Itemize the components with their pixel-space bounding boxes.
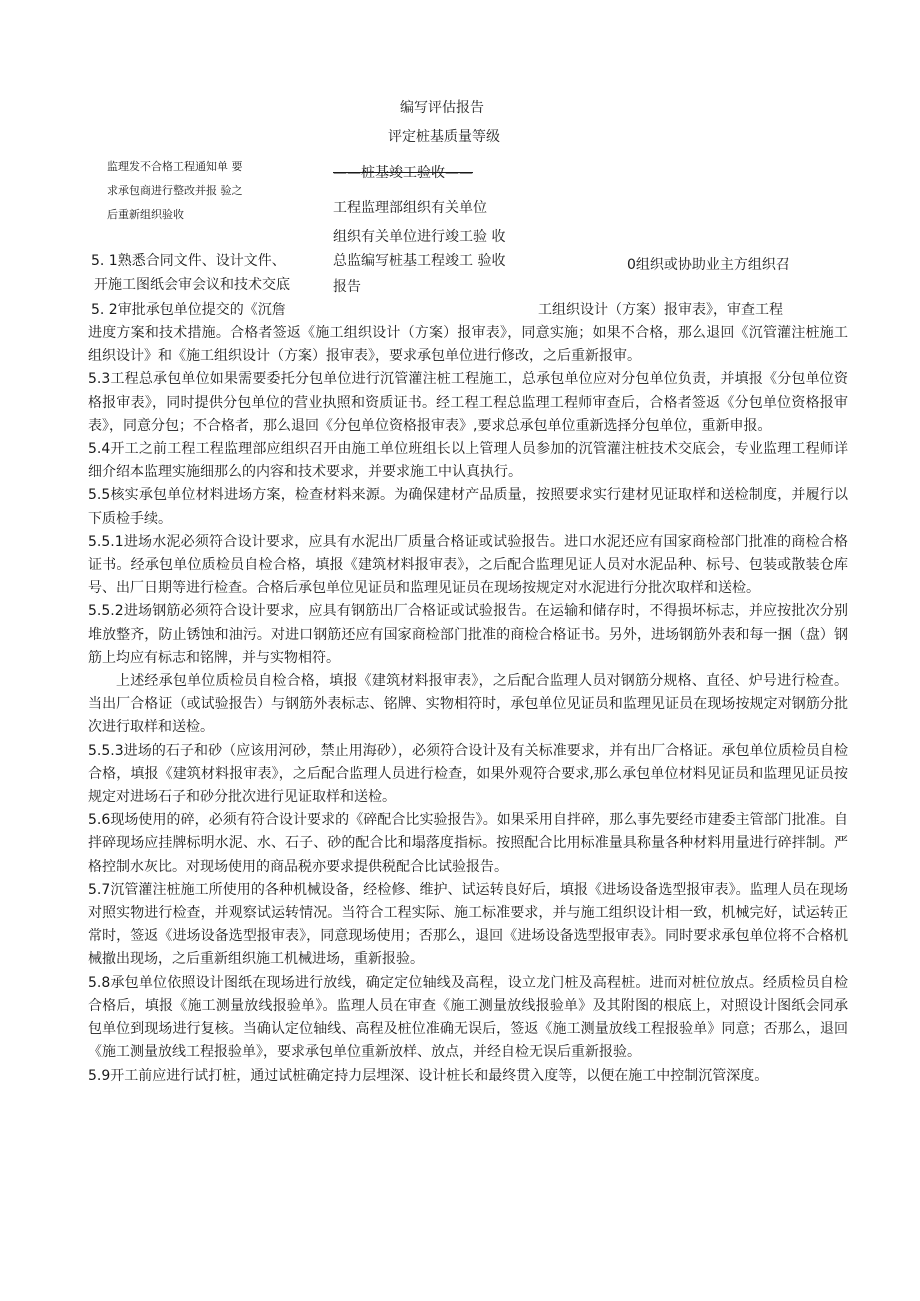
left-note-line-3: 后重新组织验收 — [107, 208, 184, 221]
paragraph-5-9: 5.9开工前应进行试打桩，通过试桩确定持力层埋深、设计桩长和最终贯入度等，以便在施工中控制沉管深度。 — [88, 1067, 769, 1084]
section-5-1-line-2: 开施工图纸会审会议和技术交底 — [94, 277, 290, 293]
section-5-1-line-1: 5. 1熟悉合同文件、设计文件、 — [91, 253, 286, 269]
paragraph-5-4: 5.4开工之前工程工程监理部应组织召开由施工单位班组长以上管理人员参加的沉管灌注桩技术交底会，专业监理工程师详细介绍本监理实施细那么的内容和技术要求，并要求施工中认真执行。 — [88, 441, 848, 481]
section-5-2-right: 工组织设计（方案）报审表》，审查工程 — [538, 302, 783, 318]
flow-step-acceptance: ——桩基竣工验收—— — [333, 165, 473, 181]
section-5-2-start: 5. 2审批承包单位提交的《沉詹 — [91, 302, 286, 318]
paragraph-5-8: 5.8承包单位依照设计图纸在现场进行放线，确定定位轴线及高程，设立龙门桩及高程桩。进而对桩位放点。经质检员自检合格后，填报《施工测量放线报验单》。监理人员在审查《施工测量放线报验单》及其附图的根底上，对照设计图纸会同承包单位到现场进行复核。当确认定位轴线、高程及桩位准确无误后，签返《施工测量放线工程报验单》同意；否那么，退回《施工测量放线工程报验单》，要求承包单位重新放样、放点，并经自检无误后重新报验。 — [88, 974, 848, 1061]
paragraph-5-5-2-cont: 上述经承包单位质检员自检合格，填报《建筑材料报审表》，之后配合监理人员对钢筋分规格、直径、炉号进行检查。当出厂合格证（或试验报告）与钢筋外表标志、铭牌、实物相符时，承包单位见证员和监理见证员在现场按规定对钢筋分批次进行取样和送检。 — [88, 673, 848, 736]
paragraph-5-6: 5.6现场使用的碎，必须有符合设计要求的《碎配合比实验报告》。如果采用自拌碎，那么事先要经市建委主管部门批准。自拌碎现场应挂牌标明水泥、水、石子、砂的配合比和塌落度指标。按照配合比用标准量具称量各种材料用量进行碎拌制。严格控制水灰比。对现场使用的商品税亦要求提供税配合比试验报告。 — [88, 812, 848, 875]
left-note-line-1: 监理发不合格工程通知单 要 — [107, 160, 243, 173]
right-note: 0组织或协助业主方组织召 — [627, 257, 790, 273]
flow-step-grade: 评定桩基质量等级 — [388, 129, 500, 145]
document-body — [88, 322, 848, 1088]
paragraph-5-2-cont: 进度方案和技术措施。合格者签返《施工组织设计（方案）报审表》，同意实施；如果不合格，那么退回《沉管灌注桩施工组织设计》和《施工组织设计（方案）报审表》，要求承包单位进行修改，之后重新报审。 — [88, 325, 848, 365]
paragraph-5-5: 5.5核实承包单位材料进场方案，检查材料来源。为确保建材产品质量，按照要求实行建材见证取样和送检制度，并履行以下质检手续。 — [88, 487, 848, 527]
flow-step-report: 编写评估报告 — [400, 100, 484, 116]
paragraph-5-5-3: 5.5.3进场的石子和砂（应该用河砂，禁止用海砂），必须符合设计及有关标准要求，并有出厂合格证。承包单位质检员自检合格，填报《建筑材料报审表》，之后配合监理人员进行检查，如果外观符合要求,那么承包单位材料见证员和监理见证员按规定对进场石子和砂分批次进行见证取样和送检。 — [88, 742, 848, 806]
left-note-line-2: 求承包商进行整改并报 验之 — [107, 184, 243, 197]
flow-step-organize-2: 组织有关单位进行竣工验 收 — [333, 229, 506, 245]
paragraph-5-5-1: 5.5.1进场水泥必须符合设计要求，应具有水泥出厂质量合格证或试验报告。进口水泥还应有国家商检部门批准的商检合格证书。经承包单位质检员自检合格，填报《建筑材料报审表》，之后配合监理见证人员对水泥品种、标号、包装或散装仓库号、出厂日期等进行检查。合格后承包单位见证员和监理见证员在现场按规定对水泥进行分批次取样和送检。 — [88, 533, 848, 597]
paragraph-5-7: 5.7沉管灌注桩施工所使用的各种机械设备，经检修、维护、试运转良好后，填报《进场设备选型报审表》。监理人员在现场对照实物进行检查，并观察试运转情况。当符合工程实际、施工标准要求，并与施工组织设计相一致，机械完好，试运转正常时，签返《进场设备选型报审表》，同意现场使用；否那么，退回《进场设备选型报审表》。同时要求承包单位将不合格机械撤出现场，之后重新组织施工机械进场，重新报验。 — [88, 881, 848, 968]
flow-step-organize: 工程监理部组织有关单位 — [333, 200, 487, 216]
paragraph-5-3: 5.3工程总承包单位如果需要委托分包单位进行沉管灌注桩工程施工，总承包单位应对分包单位负责，并填报《分包单位资格报审表》，同时提供分包单位的营业执照和资质证书。经工程工程总监理工程师审查后，合格者签返《分包单位资格报审表》，同意分包；不合格者，那么退回《分包单位资格报审表》,要求总承包单位重新选择分包单位，重新申报。 — [88, 371, 848, 434]
paragraph-5-5-2: 5.5.2进场钢筋必须符合设计要求，应具有钢筋出厂合格证或试验报告。在运输和储存时，不得损坏标志，并应按批次分别堆放整齐，防止锈蚀和油污。对进口钢筋还应有国家商检部门批准的商检合格证书。另外，进场钢筋外表和每一捆（盘）钢筋上均应有标志和铭牌，并与实物相符。 — [88, 603, 848, 666]
flow-step-write: 总监编写桩基工程竣工 验收 — [333, 253, 506, 269]
flow-step-write-2: 报告 — [333, 279, 361, 295]
